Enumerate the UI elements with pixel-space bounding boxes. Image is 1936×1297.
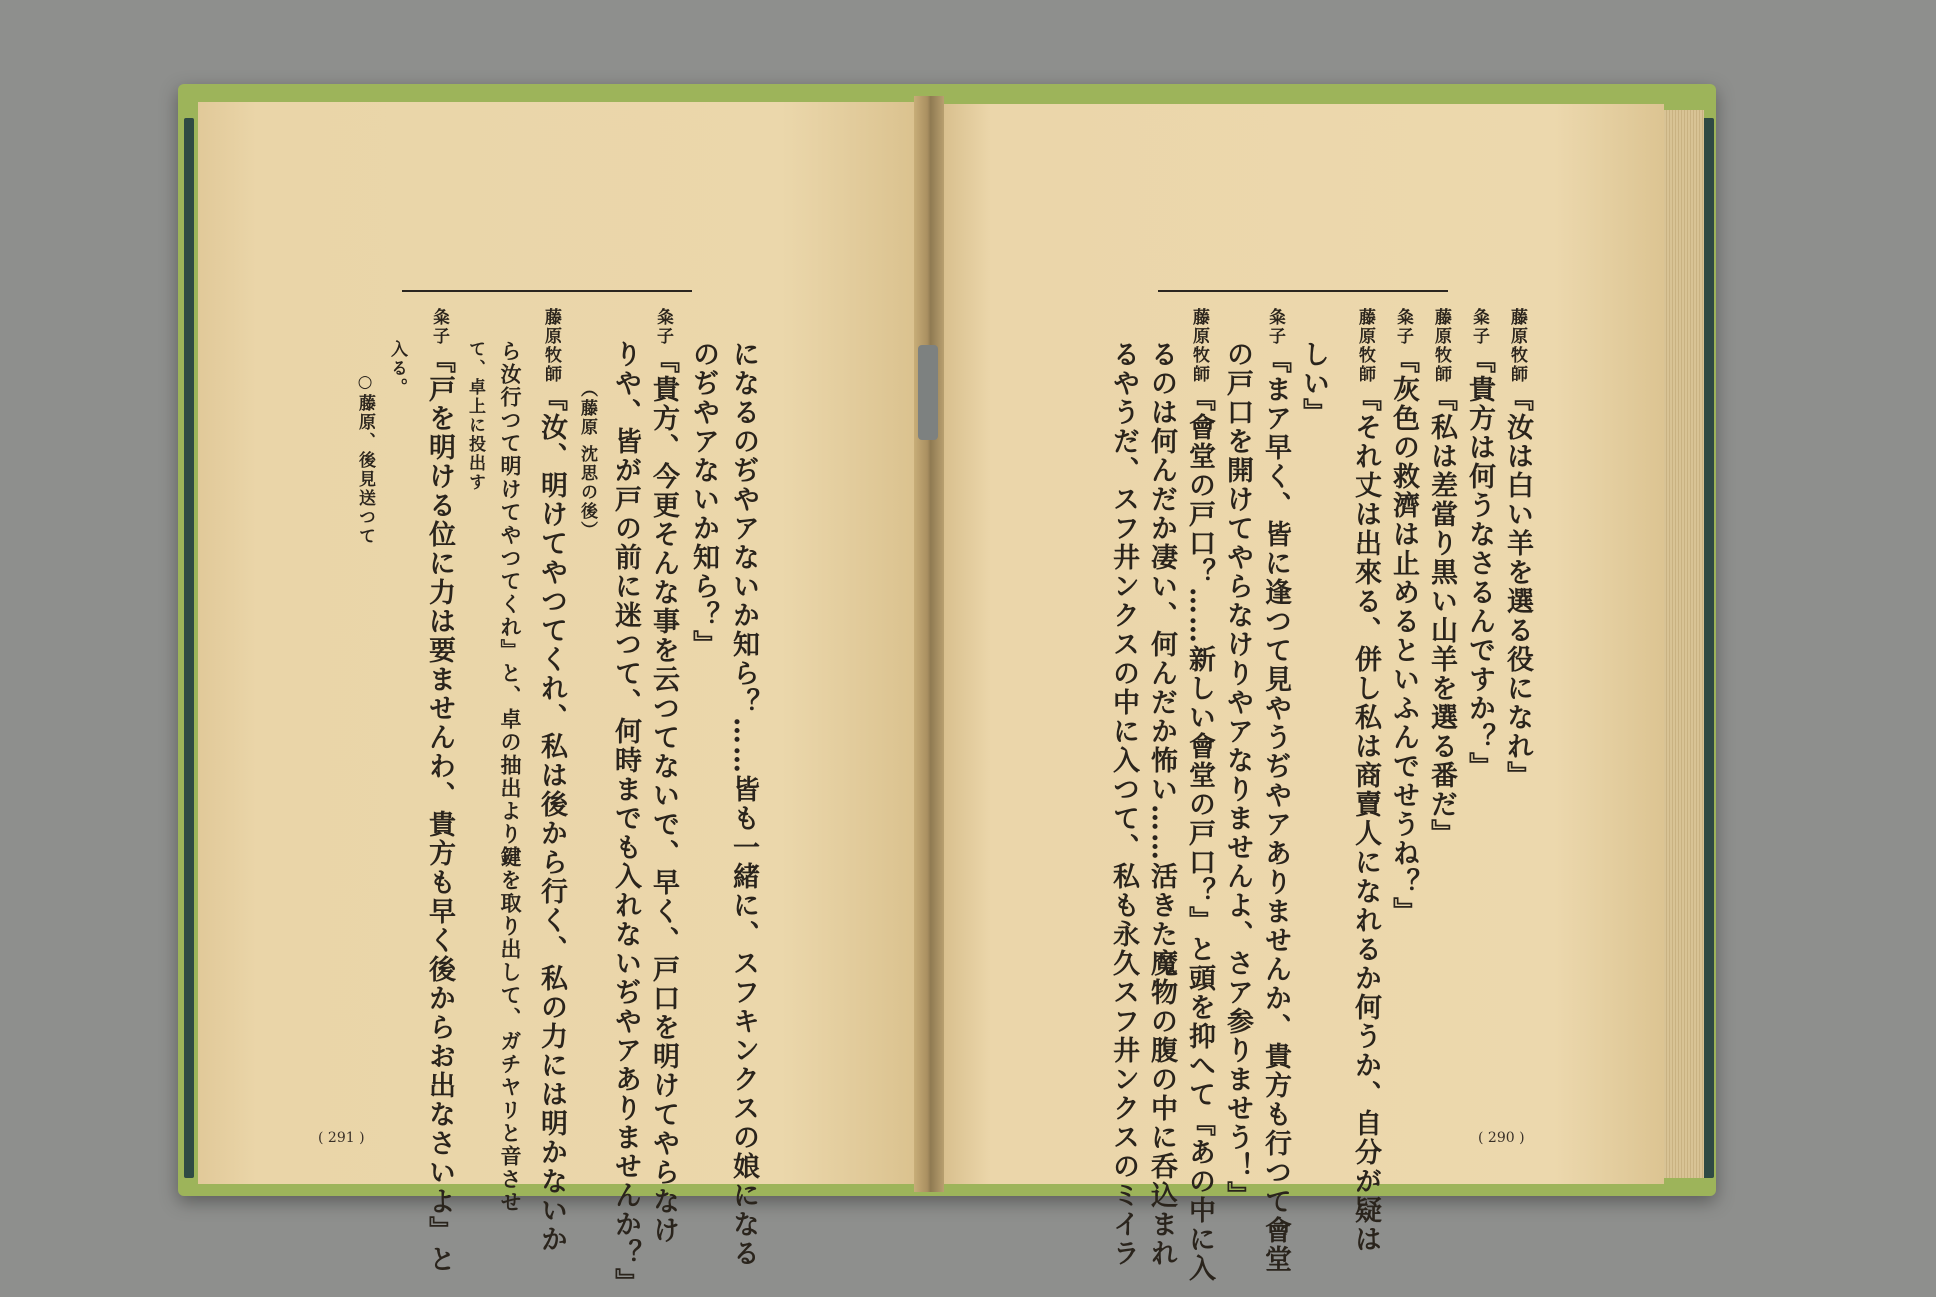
right-page <box>932 104 1664 1184</box>
right-line-5 <box>1352 308 1379 1254</box>
left-line-5 <box>578 380 595 540</box>
right-page-number: ( 290 ) <box>1478 1130 1525 1146</box>
right-line-4 <box>1390 308 1417 926</box>
line-text: 『まア早く、皆に逢つて見やうぢやアありませんか、貴方も行つて會堂 <box>1260 346 1291 1274</box>
right-page-rule <box>1158 290 1448 292</box>
left-line-4 <box>612 340 639 1297</box>
right-line-3 <box>1428 308 1455 848</box>
line-text: ら汝行つて明けてやつてくれ』と、卓の抽出より鍵を取り出して、ガチヤリと音させ <box>498 340 523 1214</box>
page-stack-edge <box>1664 110 1704 1178</box>
speaker-name: 藤原牧師 <box>1431 308 1451 384</box>
right-line-2 <box>1466 308 1493 781</box>
right-line-10 <box>1148 340 1175 1268</box>
gutter-tear <box>918 345 938 440</box>
line-text: 『私は差當り黒い山羊を選る番だ』 <box>1426 384 1457 848</box>
line-text: しい』 <box>1298 340 1329 427</box>
line-text: の戸口を開けてやらなけりやアなりませんよ、さア参りませう！』 <box>1222 340 1253 1210</box>
speaker-name: 粂子 <box>1265 308 1285 346</box>
line-text: るやうだ、スフ井ンクスの中に入つて、私も永久スフ井ンクスのミイラ <box>1108 340 1139 1268</box>
speaker-name: 粂子 <box>1469 308 1489 346</box>
line-text: 『それ丈は出來る、併し私は商賣人になれるか何うか、自分が疑は <box>1350 384 1381 1254</box>
left-page-rule <box>402 290 692 292</box>
line-text: 『會堂の戸口？……新しい會堂の戸口？』と頭を抑へて『あの中に入 <box>1184 384 1215 1283</box>
speaker-name: 藤原牧師 <box>1189 308 1209 384</box>
line-text: 『灰色の救濟は止めるといふんでせうね？』 <box>1388 346 1419 926</box>
line-text: 『汝、明けてやつてくれ、私は後から行く、私の力には明かないか <box>536 384 567 1254</box>
speaker-name: 粂子 <box>429 308 449 346</box>
left-line-11 <box>356 372 373 546</box>
right-line-6 <box>1300 340 1327 427</box>
stage-direction: ○藤原、後見送つて <box>355 372 375 546</box>
left-line-9 <box>426 308 453 1274</box>
line-text: りや、皆が戸の前に迷つて、何時までも入れないぢやアありませんか？』 <box>610 340 641 1297</box>
speaker-name: 藤原牧師 <box>541 308 561 384</box>
left-line-7 <box>500 340 521 1214</box>
line-text: 『汝は白い羊を選る役になれ』 <box>1502 384 1533 790</box>
right-line-7 <box>1262 308 1289 1274</box>
left-line-6 <box>538 308 565 1254</box>
line-text: 『貴方は何うなさるんですか？』 <box>1464 346 1495 781</box>
stage-direction: （藤原 沈思の後） <box>577 380 597 540</box>
right-line-1 <box>1504 308 1531 790</box>
right-line-11 <box>1110 340 1137 1268</box>
line-text: るのは何んだか凄い、何んだか怖い……活きた魔物の腹の中に呑込まれ <box>1146 340 1177 1268</box>
cover-edge-left <box>184 118 194 1178</box>
left-page-number: ( 291 ) <box>318 1130 365 1146</box>
stage-direction: て、卓上に投出す <box>465 340 485 492</box>
speaker-name: 藤原牧師 <box>1355 308 1375 384</box>
left-line-10 <box>388 340 405 397</box>
line-text: になるのぢやアないか知ら？……皆も一緒に、スフキンクスの娘になる <box>728 340 759 1268</box>
stage-direction: 入る。 <box>387 340 407 397</box>
line-text: 『戸を明ける位に力は要ませんわ、貴方も早く後からお出なさいよ』と <box>424 346 455 1274</box>
line-text: のぢやアないか知ら？』 <box>688 340 719 659</box>
speaker-name: 粂子 <box>653 308 673 346</box>
left-line-1 <box>730 340 757 1268</box>
right-line-9 <box>1186 308 1213 1283</box>
speaker-name: 粂子 <box>1393 308 1413 346</box>
speaker-name: 藤原牧師 <box>1507 308 1527 384</box>
left-line-3 <box>650 308 677 1245</box>
left-line-2 <box>690 340 717 659</box>
right-line-8 <box>1224 340 1251 1210</box>
book-gutter <box>914 96 944 1192</box>
left-line-8 <box>466 340 483 492</box>
line-text: 『貴方、今更そんな事を云つてないで、早く、戸口を明けてやらなけ <box>648 346 679 1245</box>
